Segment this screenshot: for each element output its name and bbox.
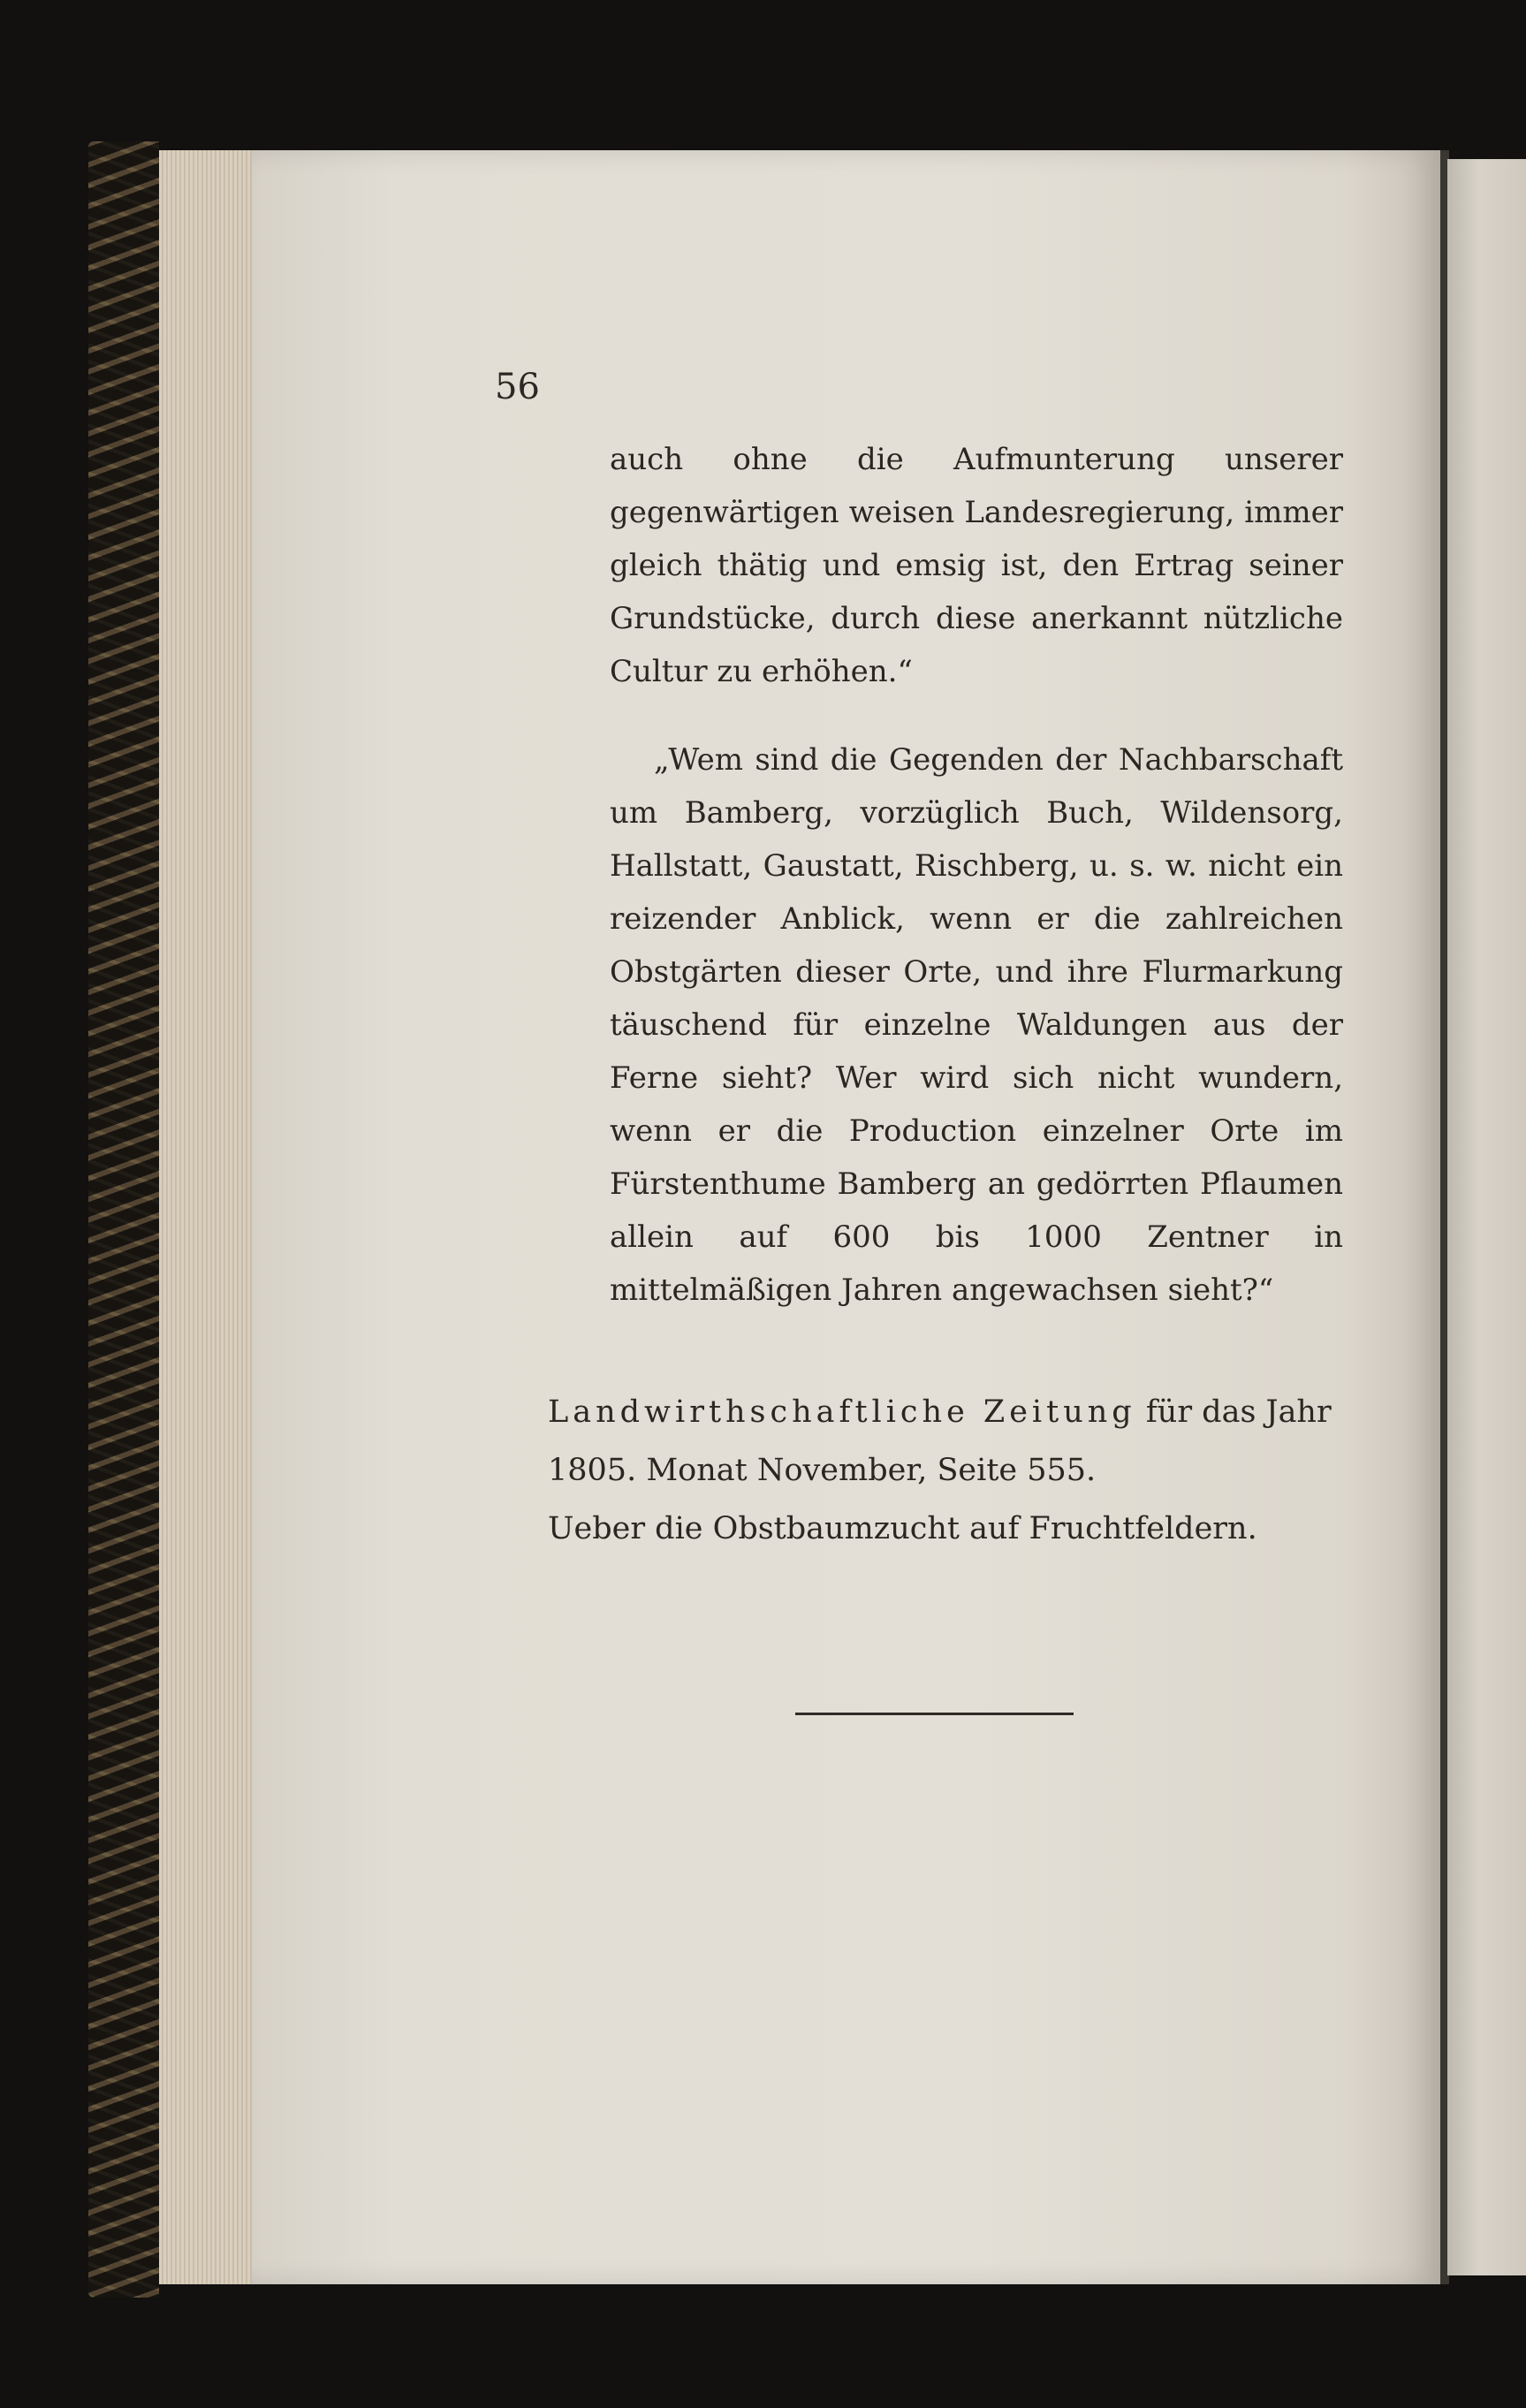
marbled-cover bbox=[88, 141, 159, 2298]
section-divider bbox=[795, 1713, 1074, 1715]
paragraph-1: auch ohne die Aufmunterung unserer gegenwärtigen weisen Landesregierung, immer gleich thätig und emsig ist, den Ertrag seiner Grundstücke, durch diese anerkannt nützliche Cultur zu erhöhen.“ bbox=[610, 442, 1343, 689]
facing-page-edge bbox=[1447, 159, 1526, 2275]
citation bbox=[548, 1383, 1343, 1558]
page-edge-stack bbox=[159, 150, 252, 2284]
page-number: 56 bbox=[495, 367, 540, 407]
citation-details: für das Jahr 1805. Monat November, Seite 555. bbox=[548, 1394, 1332, 1488]
body-text bbox=[610, 433, 1343, 1317]
citation-journal: Landwirthschaftliche Zeitung bbox=[548, 1394, 1136, 1430]
paragraph-2: „Wem sind die Gegenden der Nachbarschaft um Bamberg, vorzüglich Buch, Wildensorg, Hallstatt, Gaustatt, Rischberg, u. s. w. nicht ein reizender Anblick, wenn er die zahlreichen Obstgärten dieser Orte, und ihre Flurmarkung täuschend für einzelne Waldungen aus der Ferne sieht? Wer wird sich nicht wundern, wenn er die Production einzelner Orte im Fürstenthume Bamberg an gedörrten Pflaumen allein auf 600 bis 1000 Zentner in mittelmäßigen Jahren angewachsen sieht?“ bbox=[610, 742, 1343, 1308]
citation-article-title: Ueber die Obstbaumzucht auf Fruchtfeldern. bbox=[548, 1511, 1257, 1546]
